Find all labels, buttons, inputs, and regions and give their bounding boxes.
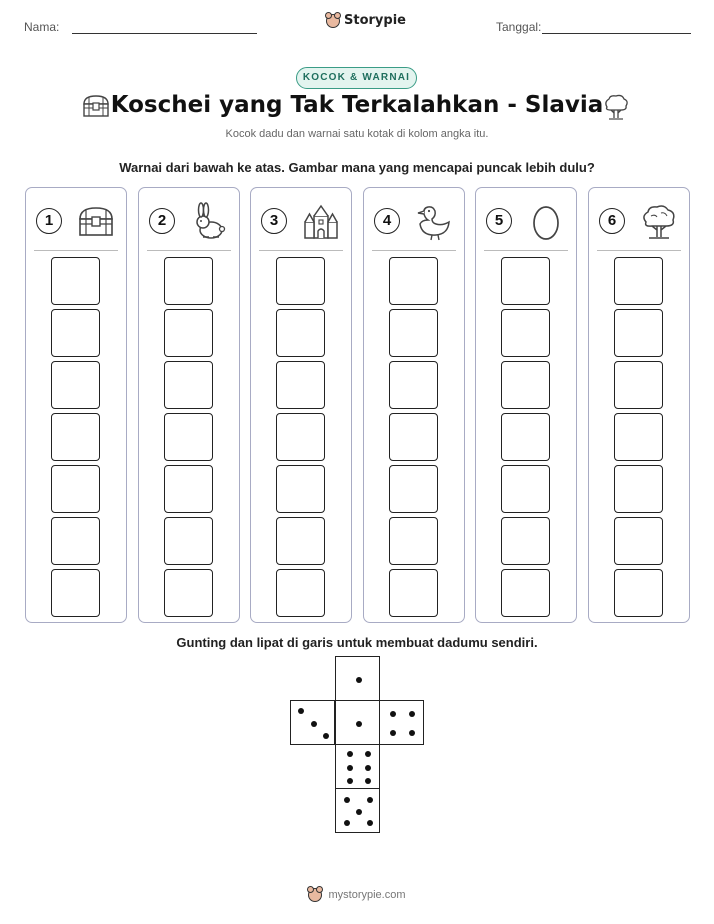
die-pip: [390, 711, 396, 717]
color-box[interactable]: [51, 413, 100, 461]
die-pip: [298, 708, 304, 714]
die-pip: [390, 730, 396, 736]
color-box[interactable]: [501, 569, 550, 617]
castle-icon: [301, 202, 341, 242]
name-label: Nama:: [24, 20, 60, 34]
die-pip: [347, 778, 353, 784]
tree-icon: [602, 93, 630, 121]
bear-logo-icon: [308, 888, 322, 902]
color-box[interactable]: [501, 309, 550, 357]
column-number: 6: [599, 208, 625, 234]
color-box[interactable]: [389, 465, 438, 513]
egg-icon: [526, 202, 566, 242]
date-label: Tanggal:: [496, 20, 542, 34]
column-divider: [34, 250, 118, 251]
treasure-chest-icon: [76, 202, 116, 242]
tree-icon: [639, 202, 679, 242]
column-5: [475, 187, 577, 623]
color-box[interactable]: [614, 361, 663, 409]
column-divider: [147, 250, 231, 251]
color-box[interactable]: [276, 413, 325, 461]
die-pip: [367, 820, 373, 826]
color-box[interactable]: [51, 257, 100, 305]
name-line: [72, 33, 257, 34]
color-box[interactable]: [389, 413, 438, 461]
die-pip: [347, 765, 353, 771]
die-pip: [365, 778, 371, 784]
die-face-1: [335, 700, 380, 745]
column-number: 2: [149, 208, 175, 234]
column-header: [147, 202, 231, 244]
column-number: 1: [36, 208, 62, 234]
column-number: 4: [374, 208, 400, 234]
color-box[interactable]: [276, 517, 325, 565]
color-box[interactable]: [389, 309, 438, 357]
color-box[interactable]: [501, 361, 550, 409]
die-pip: [409, 711, 415, 717]
color-box[interactable]: [51, 465, 100, 513]
footer: [0, 888, 714, 902]
color-box[interactable]: [51, 361, 100, 409]
die-pip: [344, 820, 350, 826]
color-box[interactable]: [614, 465, 663, 513]
activity-badge: KOCOK & WARNAI: [296, 67, 417, 89]
color-box[interactable]: [389, 257, 438, 305]
color-box[interactable]: [501, 517, 550, 565]
die-face-4: [379, 700, 424, 745]
color-box[interactable]: [51, 517, 100, 565]
footer-url: mystorypie.com: [328, 889, 406, 901]
color-box[interactable]: [389, 361, 438, 409]
column-1: [25, 187, 127, 623]
die-pip: [356, 809, 362, 815]
die-pip: [409, 730, 415, 736]
coloring-instruction: Warnai dari bawah ke atas. Gambar mana yang mencapai puncak lebih dulu?: [119, 160, 595, 175]
column-number: 5: [486, 208, 512, 234]
color-box[interactable]: [164, 465, 213, 513]
page-title: Koschei yang Tak Terkalahkan - Slavia: [110, 92, 604, 118]
die-face-3: [290, 700, 335, 745]
color-box[interactable]: [276, 309, 325, 357]
die-pip: [356, 721, 362, 727]
color-box[interactable]: [389, 569, 438, 617]
column-header: [372, 202, 456, 244]
column-divider: [259, 250, 343, 251]
die-pip: [365, 751, 371, 757]
die-face-5: [335, 788, 380, 833]
die-pip: [323, 733, 329, 739]
date-line: [542, 33, 691, 34]
die-pip: [347, 751, 353, 757]
color-box[interactable]: [501, 413, 550, 461]
column-2: [138, 187, 240, 623]
color-box[interactable]: [51, 569, 100, 617]
color-box[interactable]: [501, 257, 550, 305]
die-pip: [344, 797, 350, 803]
color-box[interactable]: [614, 257, 663, 305]
color-box[interactable]: [614, 309, 663, 357]
column-divider: [372, 250, 456, 251]
column-header: [484, 202, 568, 244]
color-box[interactable]: [614, 413, 663, 461]
column-6: [588, 187, 690, 623]
color-box[interactable]: [389, 517, 438, 565]
cut-instruction: Gunting dan lipat di garis untuk membuat dadumu sendiri.: [176, 635, 538, 650]
die-pip: [356, 677, 362, 683]
color-box[interactable]: [164, 569, 213, 617]
duck-icon: [414, 202, 454, 242]
column-number: 3: [261, 208, 287, 234]
die-pip: [365, 765, 371, 771]
die-pip: [367, 797, 373, 803]
color-box[interactable]: [276, 361, 325, 409]
color-box[interactable]: [501, 465, 550, 513]
color-box[interactable]: [164, 309, 213, 357]
color-box[interactable]: [51, 309, 100, 357]
column-4: [363, 187, 465, 623]
color-box[interactable]: [164, 517, 213, 565]
column-3: [250, 187, 352, 623]
color-box[interactable]: [164, 361, 213, 409]
color-box[interactable]: [276, 465, 325, 513]
column-divider: [597, 250, 681, 251]
color-box[interactable]: [614, 517, 663, 565]
column-divider: [484, 250, 568, 251]
color-box[interactable]: [276, 569, 325, 617]
bear-logo-icon: [326, 14, 340, 28]
die-pip: [311, 721, 317, 727]
column-header: [597, 202, 681, 244]
color-box[interactable]: [276, 257, 325, 305]
die-face-1: [335, 656, 380, 701]
rabbit-icon: [189, 202, 229, 242]
die-face-6: [335, 744, 380, 789]
color-box[interactable]: [614, 569, 663, 617]
color-box[interactable]: [164, 257, 213, 305]
page-subtitle: Kocok dadu dan warnai satu kotak di kolom angka itu.: [225, 128, 489, 140]
brand-logo: [326, 13, 406, 28]
brand-name: Storypie: [344, 13, 406, 28]
column-header: [259, 202, 343, 244]
color-box[interactable]: [164, 413, 213, 461]
column-header: [34, 202, 118, 244]
